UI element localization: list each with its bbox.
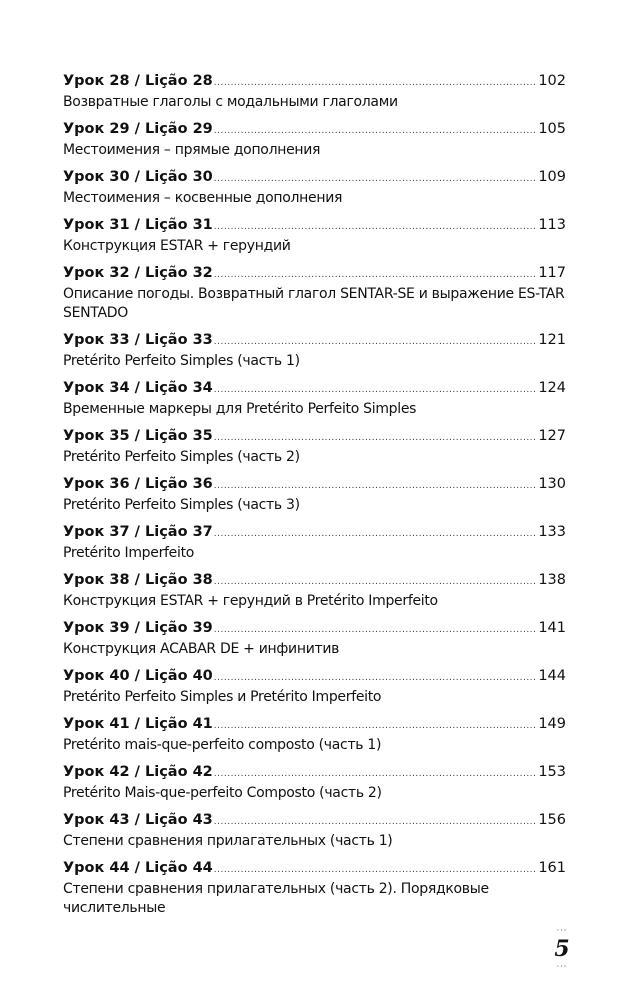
toc-entry-heading xyxy=(63,763,566,784)
dot-leader xyxy=(214,573,538,592)
page-ref: 127 xyxy=(538,428,566,444)
lesson-subtitle: Pretérito Mais-que-perfeito Composto (часть 2) xyxy=(63,785,382,801)
lesson-subtitle: Временные маркеры для Pretérito Perfeito Simples xyxy=(63,401,417,417)
lesson-title: Урок 38 / Lição 38 xyxy=(63,572,213,588)
lesson-title: Урок 29 / Lição 29 xyxy=(63,121,213,137)
lesson-title: Урок 34 / Lição 34 xyxy=(63,380,213,396)
dot-leader xyxy=(214,429,538,448)
toc-entry-heading xyxy=(63,427,566,448)
page-ref: 153 xyxy=(538,764,566,780)
lesson-title: Урок 39 / Lição 39 xyxy=(63,620,213,636)
toc-entry[interactable] xyxy=(63,331,566,371)
lesson-title: Урок 36 / Lição 36 xyxy=(63,476,213,492)
lesson-title: Урок 40 / Lição 40 xyxy=(63,668,213,684)
toc-entry-heading xyxy=(63,571,566,592)
toc-entry[interactable] xyxy=(63,379,566,419)
toc-entry[interactable] xyxy=(63,715,566,755)
toc-entry-heading xyxy=(63,379,566,400)
toc-entry[interactable] xyxy=(63,120,566,160)
dot-leader xyxy=(214,266,538,285)
toc-entry-heading xyxy=(63,475,566,496)
table-of-contents xyxy=(63,72,566,918)
dot-leader xyxy=(214,170,538,189)
toc-entry[interactable] xyxy=(63,571,566,611)
lesson-subtitle: Pretérito Perfeito Simples (часть 2) xyxy=(63,449,300,465)
page-column xyxy=(63,72,570,972)
lesson-title: Урок 37 / Lição 37 xyxy=(63,524,213,540)
toc-entry-heading xyxy=(63,264,566,285)
toc-entry[interactable] xyxy=(63,72,566,112)
page-ref: 144 xyxy=(538,668,566,684)
toc-entry[interactable] xyxy=(63,763,566,803)
page-ref: 121 xyxy=(538,332,566,348)
lesson-subtitle: Pretérito Perfeito Simples и Pretérito Imperfeito xyxy=(63,689,382,705)
lesson-title: Урок 43 / Lição 43 xyxy=(63,812,213,828)
lesson-subtitle: Pretérito Perfeito Simples (часть 3) xyxy=(63,497,300,513)
dot-leader xyxy=(214,74,538,93)
lesson-title: Урок 41 / Lição 41 xyxy=(63,716,213,732)
lesson-subtitle: Pretérito mais-que-perfeito composto (часть 1) xyxy=(63,737,382,753)
dot-leader xyxy=(214,669,538,688)
lesson-subtitle: Конструкция ESTAR + герундий xyxy=(63,238,291,254)
page-ref: 161 xyxy=(538,860,566,876)
lesson-subtitle: Конструкция ACABAR DE + инфинитив xyxy=(63,641,340,657)
page-ref: 149 xyxy=(538,716,566,732)
lesson-title: Урок 35 / Lição 35 xyxy=(63,428,213,444)
ornament-dots-top: ··· xyxy=(556,926,568,935)
dot-leader xyxy=(214,381,538,400)
page-ref: 156 xyxy=(538,812,566,828)
toc-entry-heading xyxy=(63,331,566,352)
page-number-value: 5 xyxy=(554,936,570,962)
lesson-title: Урок 42 / Lição 42 xyxy=(63,764,213,780)
toc-entry-heading xyxy=(63,120,566,141)
page-ref: 105 xyxy=(538,121,566,137)
lesson-title: Урок 28 / Lição 28 xyxy=(63,73,213,89)
dot-leader xyxy=(214,765,538,784)
lesson-subtitle: Местоимения – косвенные дополнения xyxy=(63,190,343,206)
lesson-subtitle: Местоимения – прямые дополнения xyxy=(63,142,321,158)
toc-entry-heading xyxy=(63,216,566,237)
toc-entry-heading xyxy=(63,72,566,93)
dot-leader xyxy=(214,861,538,880)
page-ref: 138 xyxy=(538,572,566,588)
toc-entry[interactable] xyxy=(63,427,566,467)
dot-leader xyxy=(214,477,538,496)
page-ref: 133 xyxy=(538,524,566,540)
dot-leader xyxy=(214,333,538,352)
toc-entry-heading xyxy=(63,523,566,544)
lesson-subtitle: Возвратные глаголы с модальными глаголами xyxy=(63,94,398,110)
lesson-title: Урок 44 / Lição 44 xyxy=(63,860,213,876)
lesson-subtitle: Описание погоды. Возвратный глагол SENTAR-SE и выражение ES-TAR SENTADO xyxy=(63,286,565,321)
page-ref: 130 xyxy=(538,476,566,492)
toc-entry[interactable] xyxy=(63,216,566,256)
dot-leader xyxy=(214,621,538,640)
page-ref: 102 xyxy=(538,73,566,89)
toc-entry-heading xyxy=(63,859,566,880)
lesson-title: Урок 31 / Lição 31 xyxy=(63,217,213,233)
page-ref: 117 xyxy=(538,265,566,281)
dot-leader xyxy=(214,122,538,141)
toc-entry[interactable] xyxy=(63,475,566,515)
toc-entry-heading xyxy=(63,811,566,832)
toc-entry[interactable] xyxy=(63,811,566,851)
dot-leader xyxy=(214,813,538,832)
toc-entry[interactable] xyxy=(63,619,566,659)
lesson-subtitle: Степени сравнения прилагательных (часть 2). Порядковые числительные xyxy=(63,881,489,916)
toc-entry-heading xyxy=(63,715,566,736)
toc-entry[interactable] xyxy=(63,264,566,323)
toc-entry[interactable] xyxy=(63,523,566,563)
page-ref: 124 xyxy=(538,380,566,396)
ornament-dots-bottom: ··· xyxy=(556,962,568,971)
lesson-title: Урок 32 / Lição 32 xyxy=(63,265,213,281)
dot-leader xyxy=(214,717,538,736)
toc-entry-heading xyxy=(63,619,566,640)
toc-entry-heading xyxy=(63,168,566,189)
page-ref: 109 xyxy=(538,169,566,185)
toc-entry-heading xyxy=(63,667,566,688)
page-ref: 141 xyxy=(538,620,566,636)
page-ref: 113 xyxy=(538,217,566,233)
lesson-subtitle: Pretérito Perfeito Simples (часть 1) xyxy=(63,353,300,369)
toc-entry[interactable] xyxy=(63,667,566,707)
toc-entry[interactable] xyxy=(63,168,566,208)
lesson-title: Урок 30 / Lição 30 xyxy=(63,169,213,185)
lesson-subtitle: Pretérito Imperfeito xyxy=(63,545,195,561)
toc-entry[interactable] xyxy=(63,859,566,918)
lesson-subtitle: Конструкция ESTAR + герундий в Pretérito Imperfeito xyxy=(63,593,438,609)
lesson-title: Урок 33 / Lição 33 xyxy=(63,332,213,348)
dot-leader xyxy=(214,218,538,237)
lesson-subtitle: Степени сравнения прилагательных (часть 1) xyxy=(63,833,393,849)
page-number xyxy=(550,926,574,972)
dot-leader xyxy=(214,525,538,544)
